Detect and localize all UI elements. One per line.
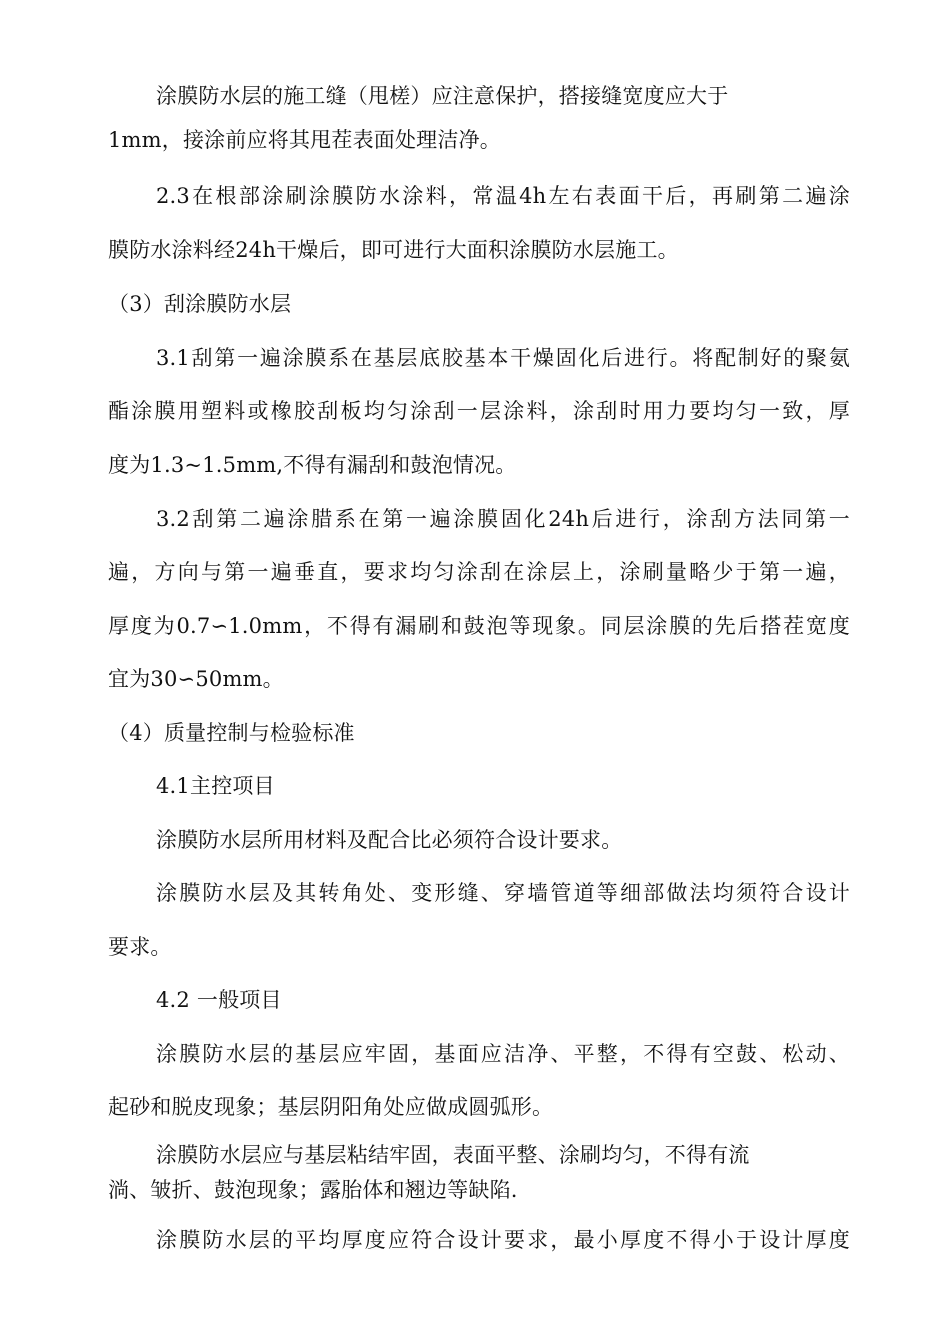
paragraph-line: 涂膜防水层的施工缝（甩槎）应注意保护，搭接缝宽度应大于 xyxy=(156,84,729,108)
paragraph-line: 1mm，接涂前应将其甩茬表面处理洁净。 xyxy=(108,128,501,152)
paragraph-line: 涂膜防水层的平均厚度应符合设计要求，最小厚度不得小于设计厚度 xyxy=(156,1228,850,1252)
paragraph-line: 宜为30∽50mm。 xyxy=(108,667,284,691)
paragraph-line: 要求。 xyxy=(108,935,172,959)
paragraph-line: 厚度为0.7∽1.0mm，不得有漏刷和鼓泡等现象。同层涂膜的先后搭茬宽度 xyxy=(108,614,850,638)
paragraph-line: 遍，方向与第一遍垂直，要求均匀涂刮在涂层上，涂刷量略少于第一遍， xyxy=(108,560,850,584)
paragraph-line: 度为1.3~1.5mm,不得有漏刮和鼓泡情况。 xyxy=(108,453,517,477)
paragraph-line: 膜防水涂料经24h干燥后，即可进行大面积涂膜防水层施工。 xyxy=(108,238,679,262)
paragraph-line: 3.2刮第二遍涂腊系在第一遍涂膜固化24h后进行，涂刮方法同第一 xyxy=(156,507,850,531)
subsection-heading: 4.1主控项目 xyxy=(156,774,275,798)
paragraph-line: 3.1刮第一遍涂膜系在基层底胶基本干燥固化后进行。将配制好的聚氨 xyxy=(156,346,850,370)
paragraph-line: 涂膜防水层的基层应牢固，基面应洁净、平整，不得有空鼓、松动、 xyxy=(156,1042,850,1066)
paragraph-line: 涂膜防水层应与基层粘结牢固，表面平整、涂刷均匀，不得有流 xyxy=(156,1143,750,1167)
paragraph-line: 涂膜防水层所用材料及配合比必须符合设计要求。 xyxy=(156,828,623,852)
paragraph-line: 起砂和脱皮现象；基层阴阳角处应做成圆弧形。 xyxy=(108,1095,554,1119)
paragraph-line: 淌、皱折、鼓泡现象；露胎体和翘边等缺陷. xyxy=(108,1178,518,1202)
subsection-heading: 4.2 一般项目 xyxy=(156,988,282,1012)
section-heading: （3）刮涂膜防水层 xyxy=(108,292,292,316)
paragraph-line: 酯涂膜用塑料或橡胶刮板均匀涂刮一层涂料，涂刮时用力要均匀一致，厚 xyxy=(108,399,850,423)
paragraph-line: 2.3在根部涂刷涂膜防水涂料，常温4h左右表面干后，再刷第二遍涂 xyxy=(156,184,850,208)
section-heading: （4）质量控制与检验标准 xyxy=(108,721,355,745)
paragraph-line: 涂膜防水层及其转角处、变形缝、穿墙管道等细部做法均须符合设计 xyxy=(156,881,850,905)
